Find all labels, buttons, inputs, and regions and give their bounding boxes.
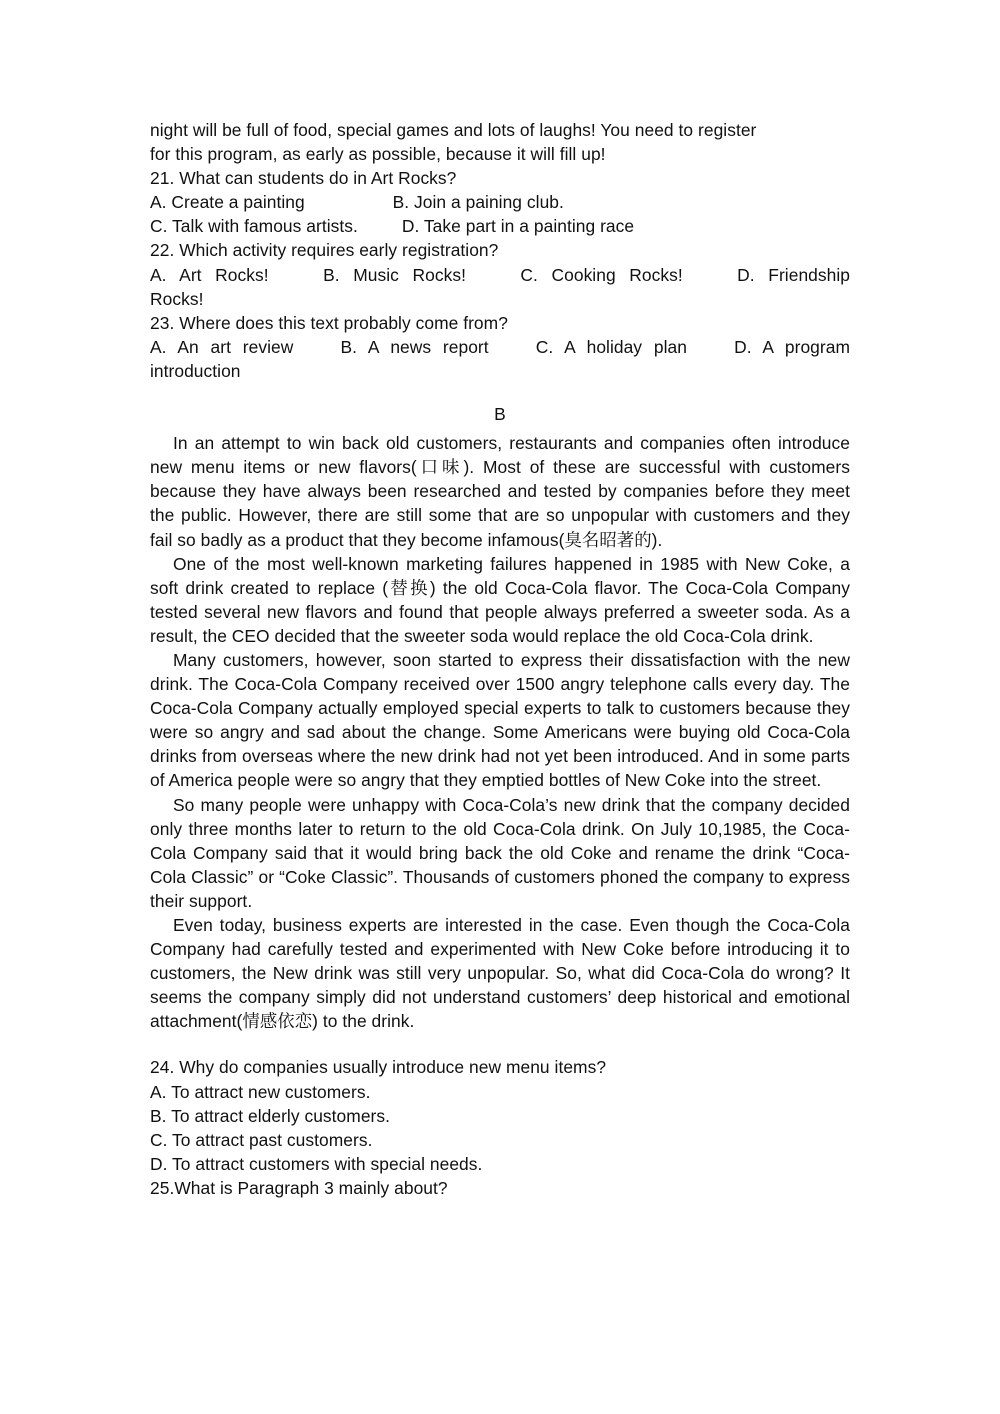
passage-b-paragraph-4: So many people were unhappy with Coca-Cola’s new drink that the company decided only three months later to return to the old Coca-Cola drink. On July 10,1985, the Coca-Cola Company said that it would bring back the old Coke and rename the drink “Coca-Cola Classic” or “Coke Classic”. Thousands of customers phoned the company to express their support. — [150, 794, 850, 911]
question-24-option-a: A. To attract new customers. — [150, 1081, 371, 1102]
question-24-option-c: C. To attract past customers. — [150, 1129, 373, 1150]
passage-a-tail-line-2: for this program, as early as possible, because it will fill up! — [150, 144, 606, 165]
question-21-option-a: A. Create a painting — [150, 192, 305, 213]
question-21-options-row-1 — [150, 190, 850, 214]
passage-a-tail-line-1: night will be full of food, special games and lots of laughs! You need to register — [150, 120, 757, 140]
question-23-stem: 23. Where does this text probably come from? — [150, 312, 508, 333]
page-content — [150, 118, 850, 1200]
question-24-option-d: D. To attract customers with special needs. — [150, 1153, 483, 1174]
question-23-options: A. An art review B. A news report C. A holiday plan D. A program — [150, 336, 850, 357]
passage-b-paragraph-5: Even today, business experts are interested in the case. Even though the Coca-Cola Company had carefully tested and experimented with New Coke before introducing it to customers, the New drink was still very unpopular. So, what did Coca-Cola do wrong? It seems the company simply did not understand customers’ deep historical and emotional attachment(情感依恋) to the drink. — [150, 915, 850, 1032]
section-heading-b: B — [494, 404, 506, 425]
question-24-option-b: B. To attract elderly customers. — [150, 1105, 391, 1126]
question-25-stem: 25.What is Paragraph 3 mainly about? — [150, 1177, 448, 1198]
question-22-options-wrap: Rocks! — [150, 288, 204, 309]
passage-b-paragraph-3: Many customers, however, soon started to express their dissatisfaction with the new drink. The Coca-Cola Company received over 1500 angry telephone calls every day. The Coca-Cola Company actually employed special experts to talk to customers because they were so angry and sad about the change. Some Americans were buying old Coca-Cola drinks from overseas where the new drink had not yet been introduced. And in some parts of America people were so angry that they emptied bottles of New Coke into the street. — [150, 649, 850, 791]
question-24-stem: 24. Why do companies usually introduce new menu items? — [150, 1057, 607, 1078]
question-21-options-row-2 — [150, 214, 850, 238]
question-21-option-d: D. Take part in a painting race — [401, 216, 635, 237]
question-21-option-c: C. Talk with famous artists. — [150, 216, 358, 237]
question-21-stem: 21. What can students do in Art Rocks? — [150, 168, 457, 189]
question-22-options: A. Art Rocks! B. Music Rocks! C. Cooking Rocks! D. Friendship — [150, 264, 850, 285]
question-23-options-wrap: introduction — [150, 360, 241, 381]
question-21-option-b: B. Join a paining club. — [392, 192, 564, 213]
question-22-stem: 22. Which activity requires early registration? — [150, 240, 499, 261]
passage-b-paragraph-1: In an attempt to win back old customers, restaurants and companies often introduce new menu items or new flavors(口味). Most of these are successful with customers because they have always been researched and tested by companies before they meet the public. However, there are still some that are so unpopular with customers and they fail so badly as a product that they become infamous(臭名昭著的). — [150, 433, 850, 550]
passage-b-paragraph-2: One of the most well-known marketing failures happened in 1985 with New Coke, a soft drink created to replace (替换) the old Coca-Cola flavor. The Coca-Cola Company tested several new flavors and found that people always preferred a sweeter soda. As a result, the CEO decided that the sweeter soda would replace the old Coca-Cola drink. — [150, 553, 850, 646]
